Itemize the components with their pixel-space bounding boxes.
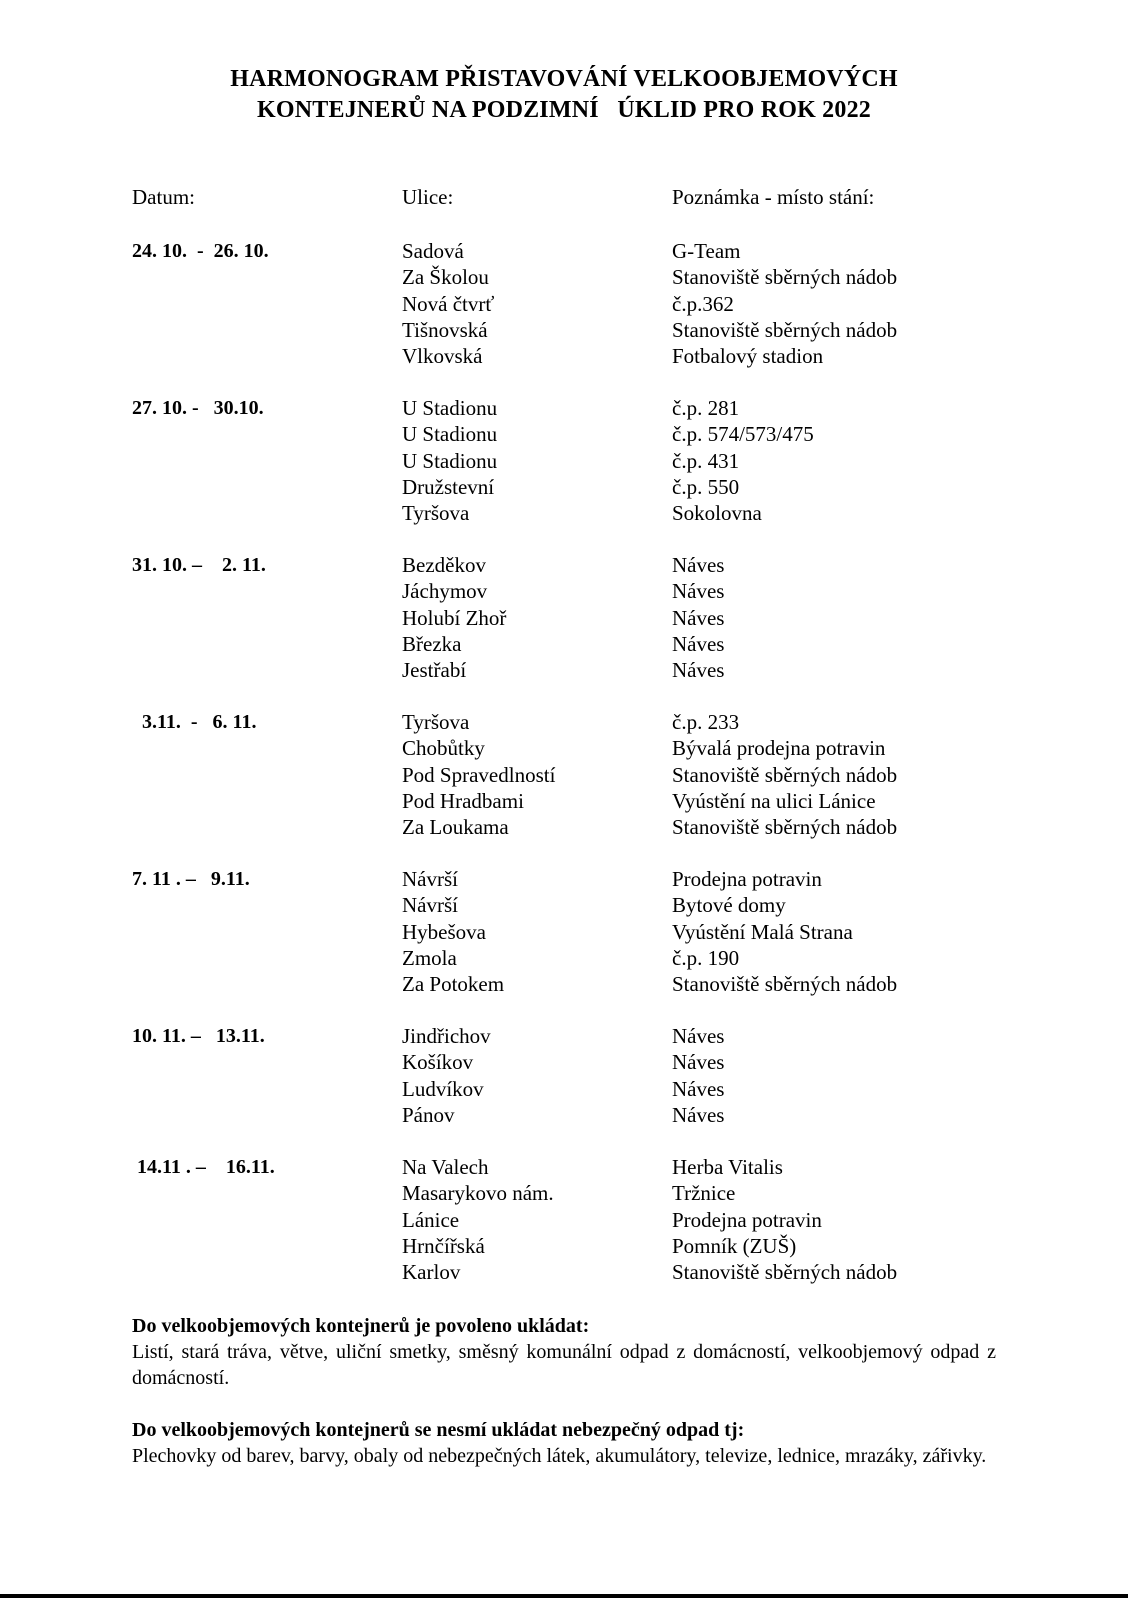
location-note: Náves xyxy=(672,1076,725,1101)
document-title xyxy=(0,64,1128,126)
street-name: Zmola xyxy=(402,945,457,970)
street-name: Karlov xyxy=(402,1260,461,1285)
street-name: Březka xyxy=(402,631,462,656)
header-note: Poznámka - místo stání: xyxy=(672,185,875,209)
street-name: Hrnčířská xyxy=(402,1233,485,1258)
street-name: Bezděkov xyxy=(402,553,486,577)
schedule-group xyxy=(0,1154,1128,1289)
group-date: 27. 10. - 30.10. xyxy=(132,397,264,419)
street-name: U Stadionu xyxy=(402,396,498,420)
group-notes xyxy=(672,709,897,840)
group-streets xyxy=(402,1023,491,1128)
location-note: Náves xyxy=(672,1024,725,1048)
street-name: Sadová xyxy=(402,239,464,263)
location-note: Tržnice xyxy=(672,1181,736,1206)
location-note: č.p. 190 xyxy=(672,945,740,970)
schedule-group xyxy=(0,1023,1128,1158)
street-name: Pod Spravedlností xyxy=(402,762,556,787)
location-note: Bytové domy xyxy=(672,893,786,918)
location-note: Stanoviště sběrných nádob xyxy=(672,972,898,997)
group-notes xyxy=(672,1023,724,1128)
location-note: Stanoviště sběrných nádob xyxy=(672,1260,898,1285)
column-headers xyxy=(0,184,1128,212)
group-notes xyxy=(672,238,897,369)
schedule-group xyxy=(0,238,1128,373)
street-name: Holubí Zhoř xyxy=(402,605,507,630)
group-streets xyxy=(402,238,494,369)
group-date: 14.11 . – 16.11. xyxy=(132,1156,275,1178)
location-note: č.p. 233 xyxy=(672,710,740,734)
forbidden-waste-text: Plechovky od barev, barvy, obaly od nebezpečných látek, akumulátory, televize, lednice, mrazáky, zářivky. xyxy=(132,1445,987,1467)
location-note: Náves xyxy=(672,579,725,604)
location-note: Herba Vitalis xyxy=(672,1155,783,1179)
location-note: Sokolovna xyxy=(672,501,762,526)
street-name: Na Valech xyxy=(402,1155,489,1179)
group-notes xyxy=(672,395,814,526)
schedule-group xyxy=(0,709,1128,844)
location-note: č.p. 281 xyxy=(672,396,740,420)
street-name: Za Potokem xyxy=(402,972,505,997)
location-note: č.p. 431 xyxy=(672,448,740,473)
header-street: Ulice: xyxy=(402,185,454,209)
group-date: 3.11. - 6. 11. xyxy=(132,711,257,733)
street-name: Lánice xyxy=(402,1207,460,1232)
group-notes xyxy=(672,552,724,683)
location-note: Stanoviště sběrných nádob xyxy=(672,317,898,342)
group-streets xyxy=(402,866,504,997)
street-name: Masarykovo nám. xyxy=(402,1181,554,1206)
location-note: Náves xyxy=(672,658,725,683)
street-name: Tišnovská xyxy=(402,317,488,342)
group-streets xyxy=(402,552,506,683)
title-line-2: KONTEJNERŮ NA PODZIMNÍ ÚKLID PRO ROK 2022 xyxy=(257,97,871,123)
group-notes xyxy=(672,1154,897,1285)
street-name: Jáchymov xyxy=(402,579,488,604)
street-name: Ludvíkov xyxy=(402,1076,484,1101)
location-note: Vyústění Malá Strana xyxy=(672,919,853,944)
page-bottom-border xyxy=(0,1594,1128,1598)
street-name: Jestřabí xyxy=(402,658,467,683)
header-date: Datum: xyxy=(132,185,195,209)
location-note: Náves xyxy=(672,553,725,577)
street-name: Tyršova xyxy=(402,501,470,526)
location-note: Stanoviště sběrných nádob xyxy=(672,815,898,840)
forbidden-waste-section xyxy=(132,1417,996,1469)
street-name: Tyršova xyxy=(402,710,470,734)
street-name: Chobůtky xyxy=(402,736,485,761)
group-date: 7. 11 . – 9.11. xyxy=(132,868,250,890)
street-name: Vlkovská xyxy=(402,344,483,369)
location-note: Náves xyxy=(672,1050,725,1075)
location-note: Fotbalový stadion xyxy=(672,344,824,369)
location-note: Stanoviště sběrných nádob xyxy=(672,265,898,290)
schedule-group xyxy=(0,552,1128,687)
location-note: G-Team xyxy=(672,239,741,263)
forbidden-waste-heading: Do velkoobjemových kontejnerů se nesmí ukládat nebezpečný odpad tj: xyxy=(132,1419,745,1441)
group-streets xyxy=(402,1154,554,1285)
group-date: 24. 10. - 26. 10. xyxy=(132,240,269,262)
street-name: Nová čtvrť xyxy=(402,291,495,316)
schedule-group xyxy=(0,866,1128,1001)
group-streets xyxy=(402,709,555,840)
allowed-waste-heading: Do velkoobjemových kontejnerů je povoleno ukládat: xyxy=(132,1315,590,1337)
location-note: Náves xyxy=(672,1102,725,1127)
street-name: Jindřichov xyxy=(402,1024,491,1048)
location-note: Prodejna potravin xyxy=(672,1207,822,1232)
group-date: 10. 11. – 13.11. xyxy=(132,1025,265,1047)
location-note: č.p. 574/573/475 xyxy=(672,422,814,447)
location-note: Vyústění na ulici Lánice xyxy=(672,788,876,813)
street-name: Pánov xyxy=(402,1102,455,1127)
location-note: č.p.362 xyxy=(672,291,734,316)
street-name: Hybešova xyxy=(402,919,486,944)
location-note: Náves xyxy=(672,605,725,630)
group-streets xyxy=(402,395,497,526)
street-name: Za Loukama xyxy=(402,815,509,840)
schedule-group xyxy=(0,395,1128,530)
group-notes xyxy=(672,866,897,997)
street-name: Družstevní xyxy=(402,474,495,499)
street-name: Návrší xyxy=(402,867,458,891)
location-note: Prodejna potravin xyxy=(672,867,822,891)
allowed-waste-section xyxy=(132,1313,996,1391)
street-name: U Stadionu xyxy=(402,422,498,447)
street-name: Pod Hradbami xyxy=(402,788,524,813)
group-date: 31. 10. – 2. 11. xyxy=(132,554,266,576)
street-name: Košíkov xyxy=(402,1050,474,1075)
location-note: Stanoviště sběrných nádob xyxy=(672,762,898,787)
street-name: Návrší xyxy=(402,893,458,918)
location-note: Bývalá prodejna potravin xyxy=(672,736,886,761)
location-note: Pomník (ZUŠ) xyxy=(672,1233,797,1258)
location-note: Náves xyxy=(672,631,725,656)
street-name: U Stadionu xyxy=(402,448,498,473)
title-line-1: HARMONOGRAM PŘISTAVOVÁNÍ VELKOOBJEMOVÝCH xyxy=(230,66,898,92)
location-note: č.p. 550 xyxy=(672,474,740,499)
allowed-waste-text: Listí, stará tráva, větve, uliční smetky, směsný komunální odpad z domácností, velkoobjemový odpad z domácností. xyxy=(132,1341,996,1389)
street-name: Za Školou xyxy=(402,265,489,290)
